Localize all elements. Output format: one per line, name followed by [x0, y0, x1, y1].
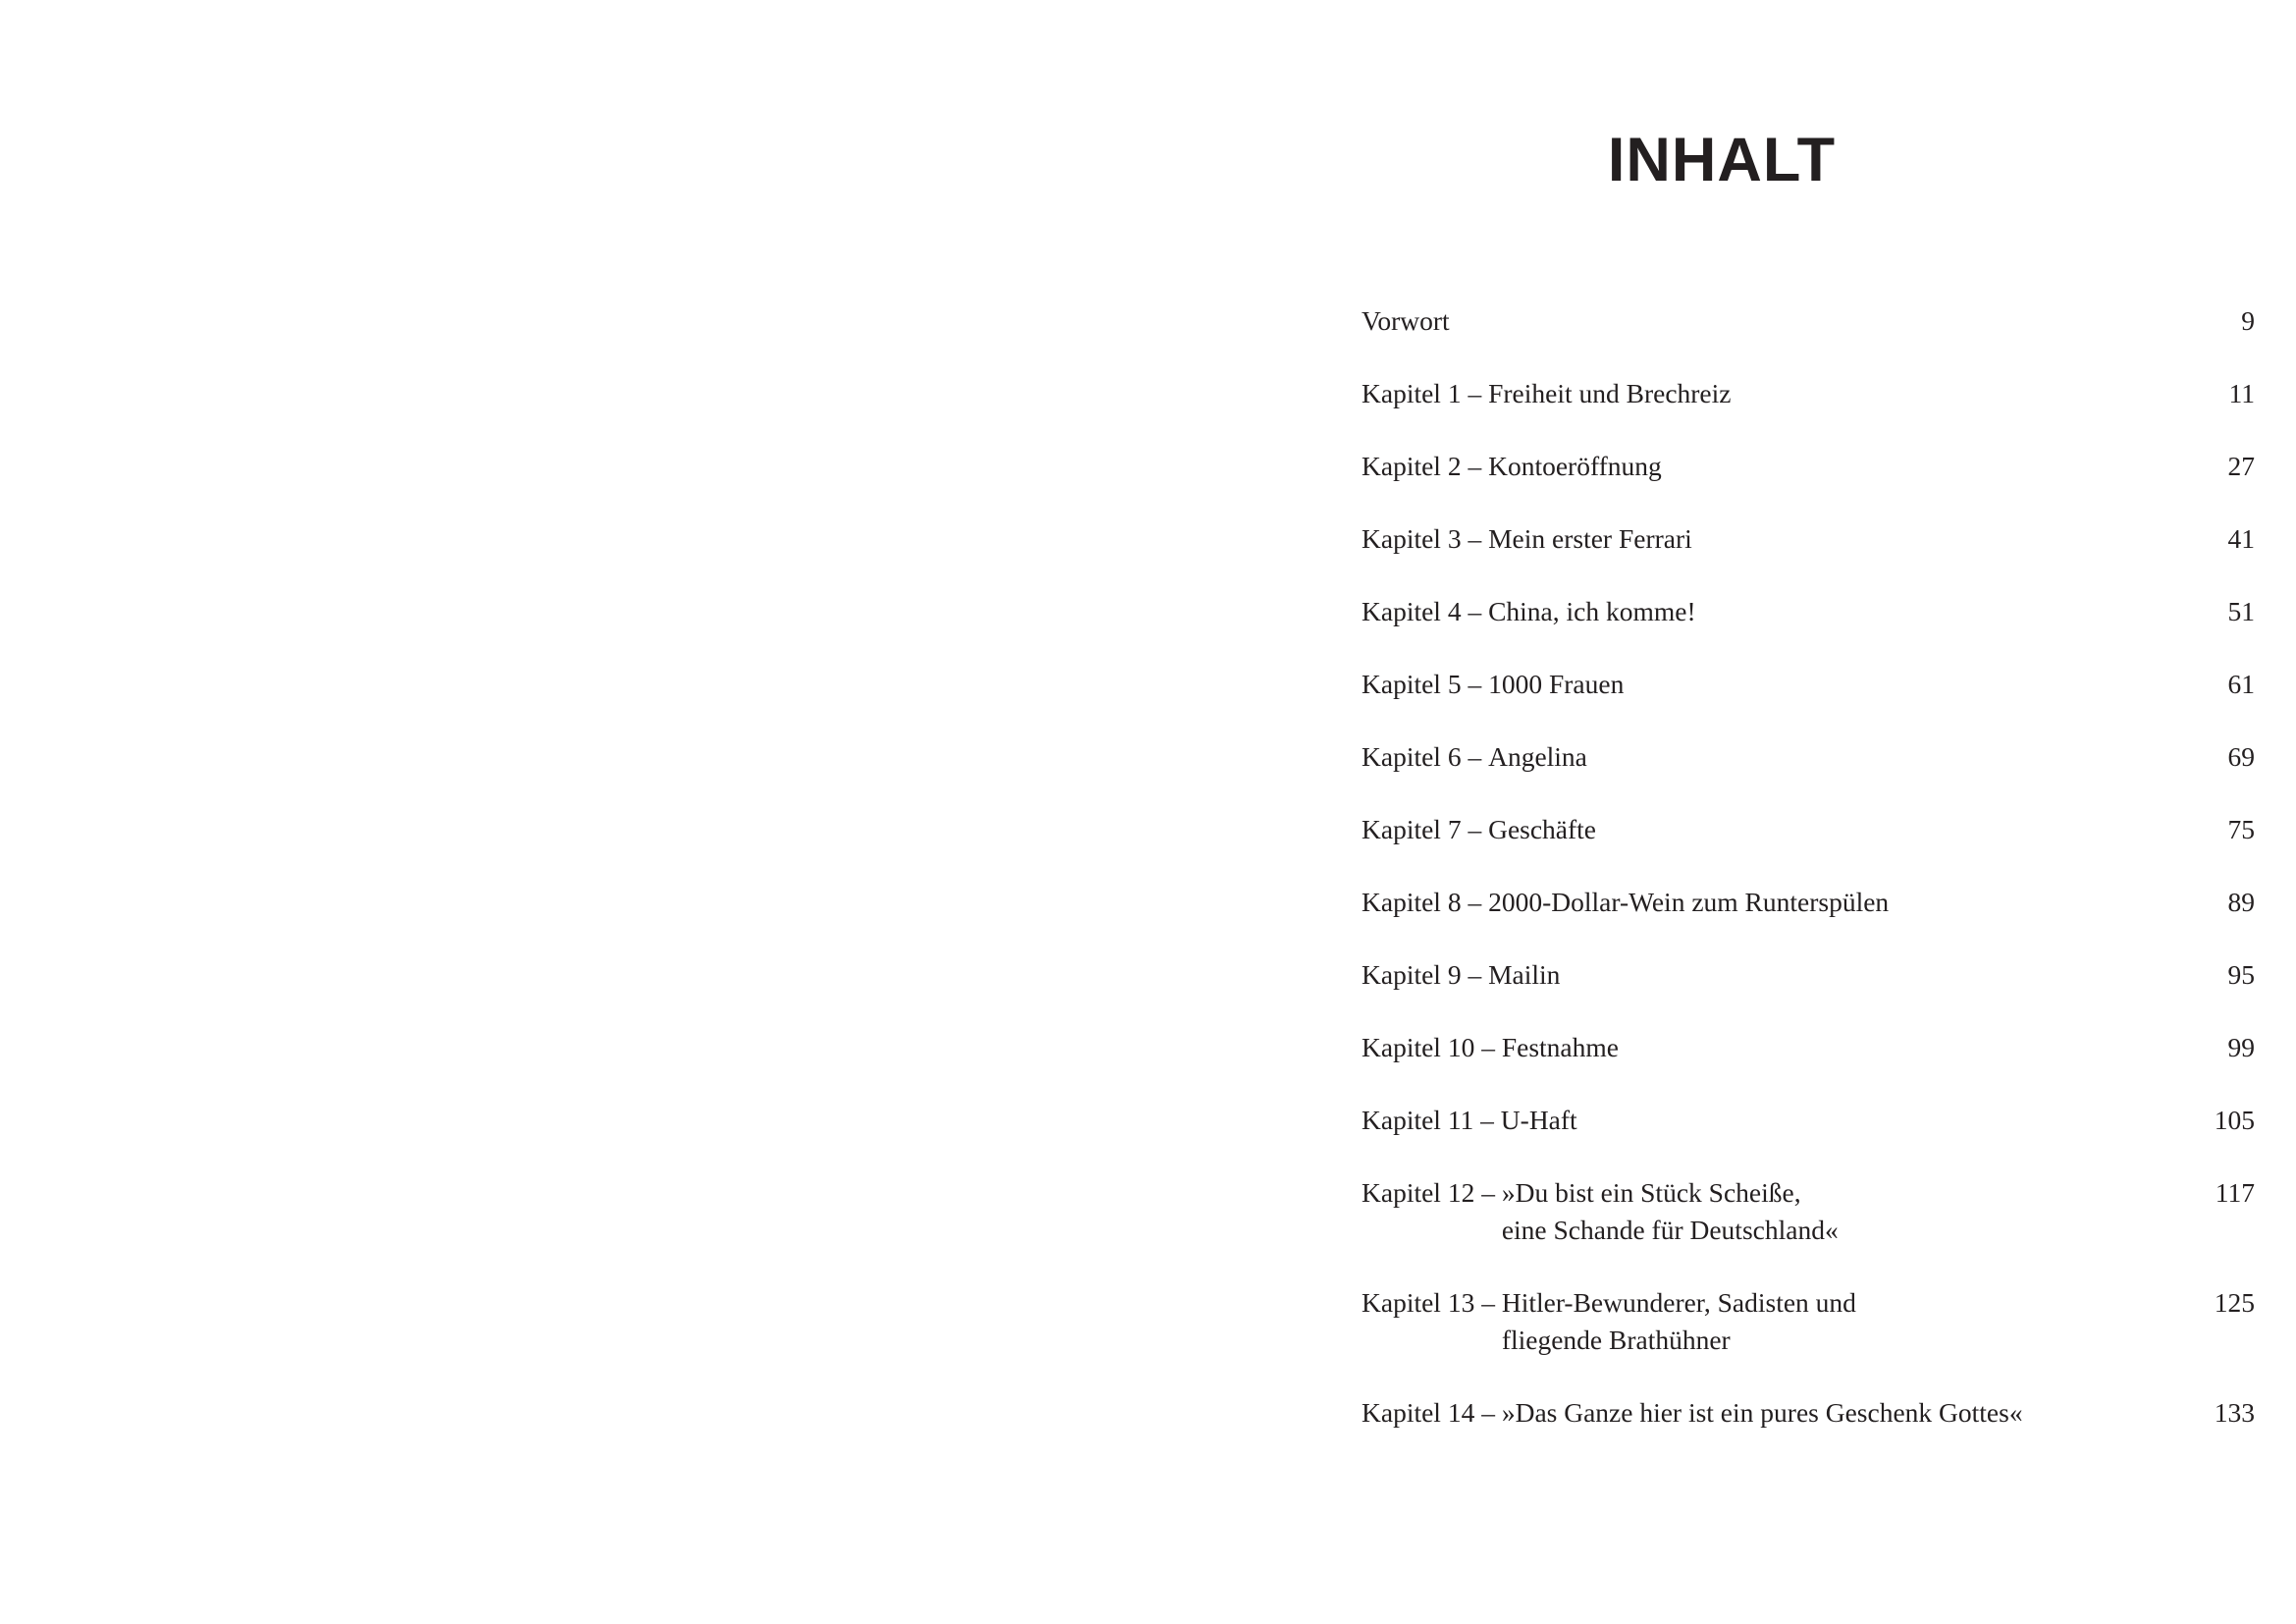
toc-chapter-title-line: »Das Ganze hier ist ein pures Geschenk Gottes« [1501, 1397, 2023, 1428]
toc-page-number: 75 [2227, 814, 2255, 844]
toc-chapter-title-line: U-Haft [1500, 1105, 1577, 1135]
toc-chapter-title-line: fliegende Brathühner [1501, 1325, 1731, 1355]
toc-entry-text [1362, 302, 1450, 340]
page-title: INHALT [1607, 126, 1837, 194]
toc-entry-text [1362, 884, 1889, 921]
toc-chapter-title-line: Mein erster Ferrari [1488, 523, 1692, 554]
toc-page-number: 51 [2227, 596, 2255, 626]
toc-chapter-title-line: Angelina [1488, 741, 1587, 772]
toc-chapter-number: Kapitel 13 – [1362, 1287, 1502, 1318]
toc-page-number: 89 [2227, 887, 2255, 917]
toc-chapter-title-line: Freiheit und Brechreiz [1488, 378, 1732, 408]
toc-chapter-title [1502, 1394, 2023, 1432]
toc-chapter-number: Kapitel 14 – [1362, 1397, 1502, 1428]
toc-entry-text [1362, 1029, 1619, 1066]
toc-chapter-number: Kapitel 3 – [1362, 523, 1489, 554]
toc-entry-text [1362, 1102, 1577, 1139]
toc-chapter-number: Kapitel 8 – [1362, 887, 1489, 917]
toc-entry-text [1362, 448, 1662, 485]
toc-chapter-number: Kapitel 6 – [1362, 741, 1489, 772]
toc-chapter-title-line: Geschäfte [1488, 814, 1597, 844]
toc-chapter-title-line: 1000 Frauen [1488, 669, 1625, 699]
toc-entry-text [1362, 1284, 1856, 1359]
toc-entry-text [1362, 738, 1587, 776]
toc-chapter-number: Kapitel 4 – [1362, 596, 1489, 626]
toc-page-number: 133 [2214, 1397, 2255, 1428]
toc-entry [1362, 811, 2255, 848]
toc-page-number: 105 [2214, 1105, 2255, 1135]
toc-entry [1362, 956, 2255, 994]
right-page [1148, 0, 2296, 1624]
toc-chapter-title [1488, 738, 1587, 776]
toc-chapter-number: Kapitel 10 – [1362, 1032, 1502, 1062]
toc-entry [1362, 302, 2255, 340]
toc-entry-text [1362, 375, 1731, 412]
toc-chapter-title [1488, 593, 1696, 630]
toc-entry [1362, 1029, 2255, 1066]
toc-chapter-title [1488, 666, 1624, 703]
toc-chapter-title [1502, 1174, 1839, 1249]
toc-entry [1362, 666, 2255, 703]
toc-entry [1362, 1394, 2255, 1432]
toc-page-number: 69 [2227, 741, 2255, 772]
toc-chapter-title-line: Vorwort [1362, 305, 1450, 336]
toc-chapter-title [1488, 448, 1662, 485]
toc-entry [1362, 520, 2255, 558]
toc-entry [1362, 1174, 2255, 1249]
toc-page-number: 27 [2227, 451, 2255, 481]
toc-chapter-title-line: Kontoeröffnung [1488, 451, 1662, 481]
toc-page-number: 125 [2214, 1287, 2255, 1318]
toc-page-number: 41 [2227, 523, 2255, 554]
toc-chapter-number: Kapitel 9 – [1362, 959, 1489, 990]
toc-chapter-title [1488, 956, 1560, 994]
toc-entry [1362, 738, 2255, 776]
toc-entry [1362, 448, 2255, 485]
toc-chapter-title [1488, 884, 1889, 921]
toc-entry [1362, 1102, 2255, 1139]
toc-entry-text [1362, 520, 1692, 558]
toc-chapter-title [1488, 811, 1596, 848]
toc-chapter-number: Kapitel 7 – [1362, 814, 1489, 844]
toc-entry-text [1362, 593, 1696, 630]
toc-page-number: 95 [2227, 959, 2255, 990]
toc-chapter-title-line: Mailin [1488, 959, 1561, 990]
toc-chapter-title-line: eine Schande für Deutschland« [1501, 1215, 1839, 1245]
toc-entry-text [1362, 1394, 2023, 1432]
toc-chapter-number: Kapitel 12 – [1362, 1177, 1502, 1208]
table-of-contents [1362, 302, 2255, 1467]
toc-page-number: 117 [2215, 1177, 2255, 1208]
toc-chapter-title-line: Festnahme [1501, 1032, 1619, 1062]
toc-page-number: 99 [2227, 1032, 2255, 1062]
toc-page-number: 61 [2227, 669, 2255, 699]
toc-chapter-title-line: 2000-Dollar-Wein zum Runterspülen [1488, 887, 1890, 917]
toc-chapter-number: Kapitel 2 – [1362, 451, 1489, 481]
toc-entry [1362, 1284, 2255, 1359]
toc-chapter-title [1488, 375, 1731, 412]
toc-chapter-title-line: China, ich komme! [1488, 596, 1696, 626]
toc-entry-text [1362, 1174, 1839, 1249]
toc-entry [1362, 884, 2255, 921]
toc-chapter-title [1362, 302, 1450, 340]
toc-chapter-number: Kapitel 11 – [1362, 1105, 1501, 1135]
toc-entry-text [1362, 666, 1624, 703]
toc-chapter-title [1502, 1284, 1856, 1359]
toc-chapter-title-line: »Du bist ein Stück Scheiße, [1501, 1177, 1801, 1208]
toc-entry-text [1362, 956, 1560, 994]
toc-entry [1362, 593, 2255, 630]
toc-entry-text [1362, 811, 1596, 848]
toc-chapter-title-line: Hitler-Bewunderer, Sadisten und [1501, 1287, 1856, 1318]
toc-chapter-number: Kapitel 5 – [1362, 669, 1489, 699]
toc-page-number: 9 [2241, 305, 2255, 336]
toc-chapter-number: Kapitel 1 – [1362, 378, 1489, 408]
toc-page-number: 11 [2228, 378, 2255, 408]
toc-chapter-title [1501, 1102, 1577, 1139]
toc-chapter-title [1488, 520, 1692, 558]
toc-entry [1362, 375, 2255, 412]
toc-chapter-title [1502, 1029, 1619, 1066]
